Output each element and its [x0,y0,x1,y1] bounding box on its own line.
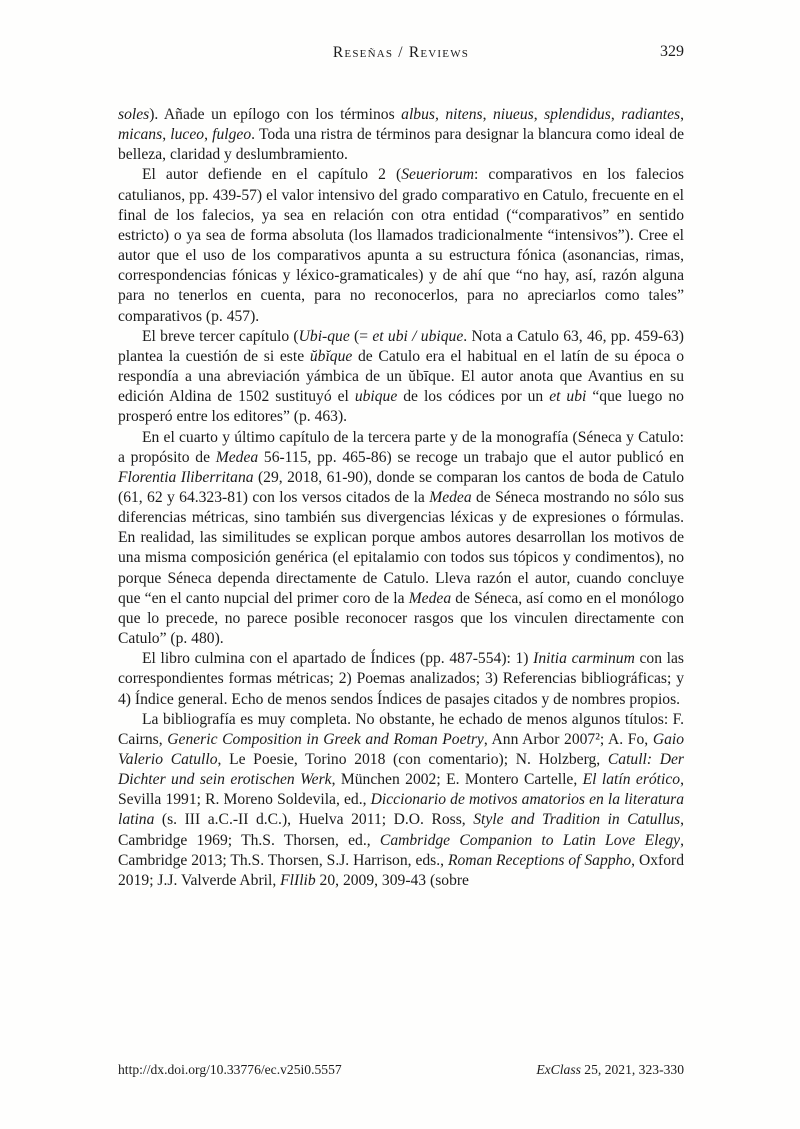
paragraph: El libro culmina con el apartado de Índices (pp. 487-554): 1) Initia carminum con las correspondientes formas métricas; 2) Poemas analizados; 3) Referencias bibliográficas; y 4) Índice general. Echo de menos sendos Índices de pasajes citados y de nombres propios. [118,650,684,708]
page-body [118,105,684,891]
paragraph: El autor defiende en el capítulo 2 (Seueriorum: comparativos en los falecios catulianos, pp. 439-57) el valor intensivo del grado comparativo en Catulo, frecuente en el final de los falecios, ya sea en relación con otra entidad (“comparativos” en sentido estricto) o ya sea de forma absoluta (los llamados tradicionalmente “intensivos”). Cree el autor que el uso de los comparativos apunta a su estructura fónica (asonancias, rimas, correspondencias fónicas y léxico-gramaticales) y de ahí que “no hay, así, razón alguna para no tenerlos en cuenta, para no reconocerlos, para no apreciarlos como tales” comparativos (p. 457). [118,166,685,325]
paragraph: En el cuarto y último capítulo de la tercera parte y de la monografía (Séneca y Catulo: a propósito de Medea 56-115, pp. 465-86) se recoge un trabajo que el autor publicó en Florentia Iliberritana (29, 2018, 61-90), donde se comparan los cantos de boda de Catulo (61, 62 y 64.323-81) con los versos citados de la Medea de Séneca mostrando no sólo sus diferencias métricas, sino también sus divergencias léxicas y de expresiones o fórmulas. En realidad, las similitudes se explican porque ambos autores desarrollan los motivos de una misma composición genérica (el epitalamio con todos sus tópicos y condimentos), no porque Séneca dependa directamente de Catulo. Lleva razón el autor, cuando concluye que “en el canto nupcial del primer coro de la Medea de Séneca, así como en el monólogo que lo precede, no parece posible reconocer rasgos que los vinculen directamente con Catulo” (p. 480). [118,428,684,648]
running-title: Reseñas / Reviews [332,44,470,61]
journal-reference: ExClass 25, 2021, 323-330 [536,1062,684,1077]
paragraph: El breve tercer capítulo (Ubi-que (= et ubi / ubique. Nota a Catulo 63, 46, pp. 459-63) plantea la cuestión de si este ŭbĭque de Catulo era el habitual en el latín de su época o respondía a una abreviación yámbica de un ŭbīque. El autor anota que Avantius en su edición Aldina de 1502 sustituyó el ubique de los códices por un et ubi “que luego no prosperó entre los editores” (p. 463). [118,327,684,426]
page-header [118,44,684,62]
doi-text: http://dx.doi.org/10.33776/ec.v25i0.5557 [118,1062,342,1077]
paragraph: soles). Añade un epílogo con los términos albus, nitens, niueus, splendidus, radiantes, micans, luceo, fulgeo. Toda una ristra de términos para designar la blancura como ideal de belleza, claridad y deslumbramiento. [118,106,685,164]
page-number: 329 [660,43,684,60]
page-footer [118,1062,684,1078]
paragraph: La bibliografía es muy completa. No obstante, he echado de menos algunos títulos: F. Cairns, Generic Composition in Greek and Roman Poetry, Ann Arbor 2007²; A. Fo, Gaio Valerio Catullo, Le Poesie, Torino 2018 (con comentario); N. Holzberg, Catull: Der Dichter und sein erotischen Werk, München 2002; E. Montero Cartelle, El latín erótico, Sevilla 1991; R. Moreno Soldevila, ed., Diccionario de motivos amatorios en la literatura latina (s. III a.C.-II d.C.), Huelva 2011; D.O. Ross, Style and Tradition in Catullus, Cambridge 1969; Th.S. Thorsen, ed., Cambridge Companion to Latin Love Elegy, Cambridge 2013; Th.S. Thorsen, S.J. Harrison, eds., Roman Receptions of Sappho, Oxford 2019; J.J. Valverde Abril, FlIlib 20, 2009, 309-43 (sobre [118,710,685,889]
